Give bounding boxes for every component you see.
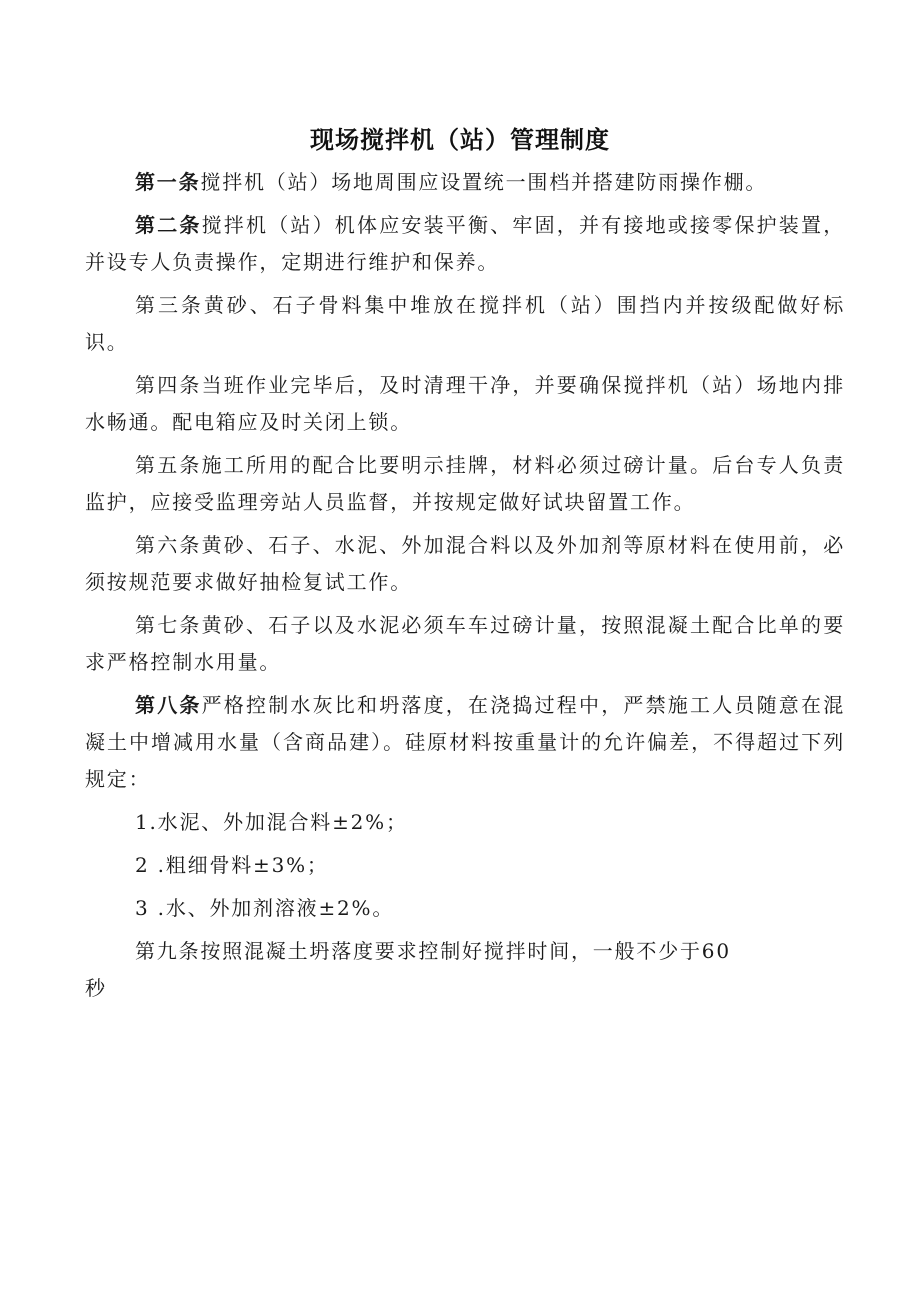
article-text: 搅拌机（站）机体应安装平衡、牢固，并有接地或接零保护装置，并设专人负责操作，定期进行维护和保养。: [85, 213, 846, 274]
article-text: 黄砂、石子、水泥、外加混合料以及外加剂等原材料在使用前，必须按规范要求做好抽检复试工作。: [85, 533, 846, 594]
article-3: [85, 287, 845, 361]
article-label: 第二条: [135, 213, 202, 237]
article-text: 施工所用的配合比要明示挂牌，材料必须过磅计量。后台专人负责监护，应接受监理旁站人员监督，并按规定做好试块留置工作。: [85, 453, 846, 514]
article-label: 第八条: [135, 693, 202, 717]
article-5: [85, 447, 845, 521]
tolerance-item-3: 3 .水、外加剂溶液±2%。: [135, 896, 395, 920]
document-body: [85, 164, 845, 1013]
article-text: 黄砂、石子骨料集中堆放在搅拌机（站）围挡内并按级配做好标识。: [85, 293, 845, 354]
article-9-continuation: 秒: [85, 976, 107, 1000]
article-4: [85, 367, 845, 441]
article-label: 第五条: [135, 453, 202, 477]
article-text: 按照混凝土坍落度要求控制好搅拌时间，一般不少于60: [200, 939, 731, 963]
article-text: 当班作业完毕后，及时清理干净，并要确保搅拌机（站）场地内排水畅通。配电箱应及时关闭上锁。: [85, 373, 846, 434]
article-9: [85, 933, 845, 970]
article-7: [85, 607, 845, 681]
article-1: [85, 164, 845, 201]
article-label: 第六条: [135, 533, 202, 557]
article-text: 严格控制水灰比和坍落度，在浇捣过程中，严禁施工人员随意在混凝土中增减用水量（含商品建）。硅原材料按重量计的允许偏差，不得超过下列规定：: [85, 693, 846, 791]
article-label: 第一条: [135, 170, 201, 194]
article-label: 第四条: [135, 373, 202, 397]
article-text: 黄砂、石子以及水泥必须车车过磅计量，按照混凝土配合比单的要求严格控制水用量。: [85, 613, 846, 674]
article-label: 第七条: [135, 613, 202, 637]
article-6: [85, 527, 845, 601]
article-8: [85, 687, 845, 798]
document-title: 现场搅拌机（站）管理制度: [310, 126, 610, 154]
article-label: 第三条: [135, 293, 204, 317]
article-2: [85, 207, 845, 281]
tolerance-item-2: 2 .粗细骨料±3%；: [135, 853, 329, 877]
article-label: 第九条: [135, 939, 201, 963]
article-text: 搅拌机（站）场地周围应设置统一围档并搭建防雨操作棚。: [200, 170, 768, 194]
tolerance-item-1: 1.水泥、外加混合料±2%；: [135, 810, 408, 834]
